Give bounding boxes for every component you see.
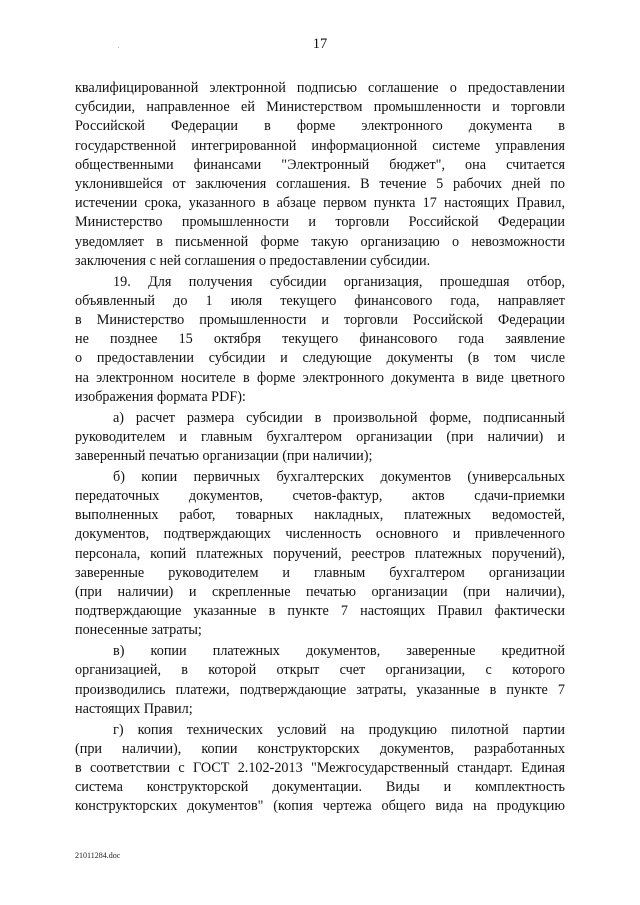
text-line: на электронном носителе в форме электронного документа в виде цветного: [75, 369, 565, 386]
text-line: изображения формата PDF):: [75, 388, 246, 405]
text-line: персонала, копий платежных поручений, реестров платежных поручений),: [75, 545, 565, 562]
text-line: заверенный печатью организации (при наличии);: [75, 448, 373, 465]
text-line: в соответствии с ГОСТ 2.102-2013 "Межгосударственный стандарт. Единая: [75, 760, 565, 777]
text-line: субсидии, направленное ей Министерством промышленности и торговли: [75, 99, 565, 116]
paragraph: [75, 721, 565, 817]
text-line: общественными финансами "Электронный бюджет", она считается: [75, 156, 565, 173]
text-line: производились платежи, подтверждающие затраты, указанные в пункте 7: [75, 681, 565, 698]
text-line: Российской Федерации в форме электронного документа в: [75, 118, 565, 135]
text-line: Министерство промышленности и торговли Российской Федерации: [75, 214, 565, 231]
paragraph: [75, 642, 565, 719]
text-line: не позднее 15 октября текущего финансового года заявление: [75, 331, 565, 348]
paragraph: [75, 273, 565, 407]
document-filename: 21011284.doc: [75, 851, 121, 860]
text-line: руководителем и главным бухгалтером организации (при наличии) и: [75, 428, 565, 445]
text-line: объявленный до 1 июля текущего финансового года, направляет: [75, 292, 565, 309]
text-line: а) расчет размера субсидии в произвольной форме, подписанный: [113, 409, 565, 426]
text-line: (при наличии) и скрепленные печатью организации (при наличии),: [75, 584, 565, 601]
text-line: выполненных работ, товарных накладных, платежных ведомостей,: [75, 507, 565, 524]
text-line: настоящих Правил;: [75, 700, 193, 717]
text-line: документов, подтверждающих численность основного и привлеченного: [75, 526, 565, 543]
text-line: 19. Для получения субсидии организация, прошедшая отбор,: [113, 273, 565, 290]
text-line: б) копии первичных бухгалтерских документов (универсальных: [113, 468, 565, 485]
text-line: в Министерство промышленности и торговли Российской Федерации: [75, 312, 565, 329]
paragraph: [75, 409, 565, 467]
text-line: г) копия технических условий на продукцию пилотной партии: [113, 721, 565, 738]
text-line: уведомляет в письменной форме такую организацию о невозможности: [75, 233, 565, 250]
text-line: заверенные руководителем и главным бухгалтером организации: [75, 564, 565, 581]
scan-dot: [118, 47, 119, 48]
document-body: [75, 79, 565, 818]
text-line: уклонившейся от заключения соглашения. В течение 5 рабочих дней по: [75, 176, 565, 193]
text-line: в) копии платежных документов, заверенные кредитной: [113, 643, 565, 660]
text-line: истечении срока, указанного в абзаце первом пункта 17 настоящих Правил,: [75, 195, 565, 212]
text-line: заключения с ней соглашения о предоставлении субсидии.: [75, 252, 431, 269]
text-line: понесенные затраты;: [75, 622, 202, 639]
text-line: о предоставлении субсидии и следующие документы (в том числе: [75, 350, 565, 367]
text-line: квалифицированной электронной подписью соглашение о предоставлении: [75, 80, 565, 96]
text-line: (при наличии), копии конструкторских документов, разработанных: [75, 740, 565, 757]
paragraph: [75, 79, 565, 271]
text-line: подтверждающие указанные в пункте 7 настоящих Правил фактически: [75, 603, 565, 620]
text-line: государственной интегрированной информационной системе управления: [75, 137, 565, 154]
text-line: передаточных документов, счетов-фактур, актов сдачи-приемки: [75, 488, 565, 505]
page-number: 17: [312, 36, 328, 52]
paragraph: [75, 468, 565, 641]
text-line: система конструкторской документации. Виды и комплектность: [75, 779, 565, 796]
text-line: организацией, в которой открыт счет организации, с которого: [75, 662, 565, 679]
text-line: конструкторских документов" (копия чертежа общего вида на продукцию: [75, 798, 565, 815]
